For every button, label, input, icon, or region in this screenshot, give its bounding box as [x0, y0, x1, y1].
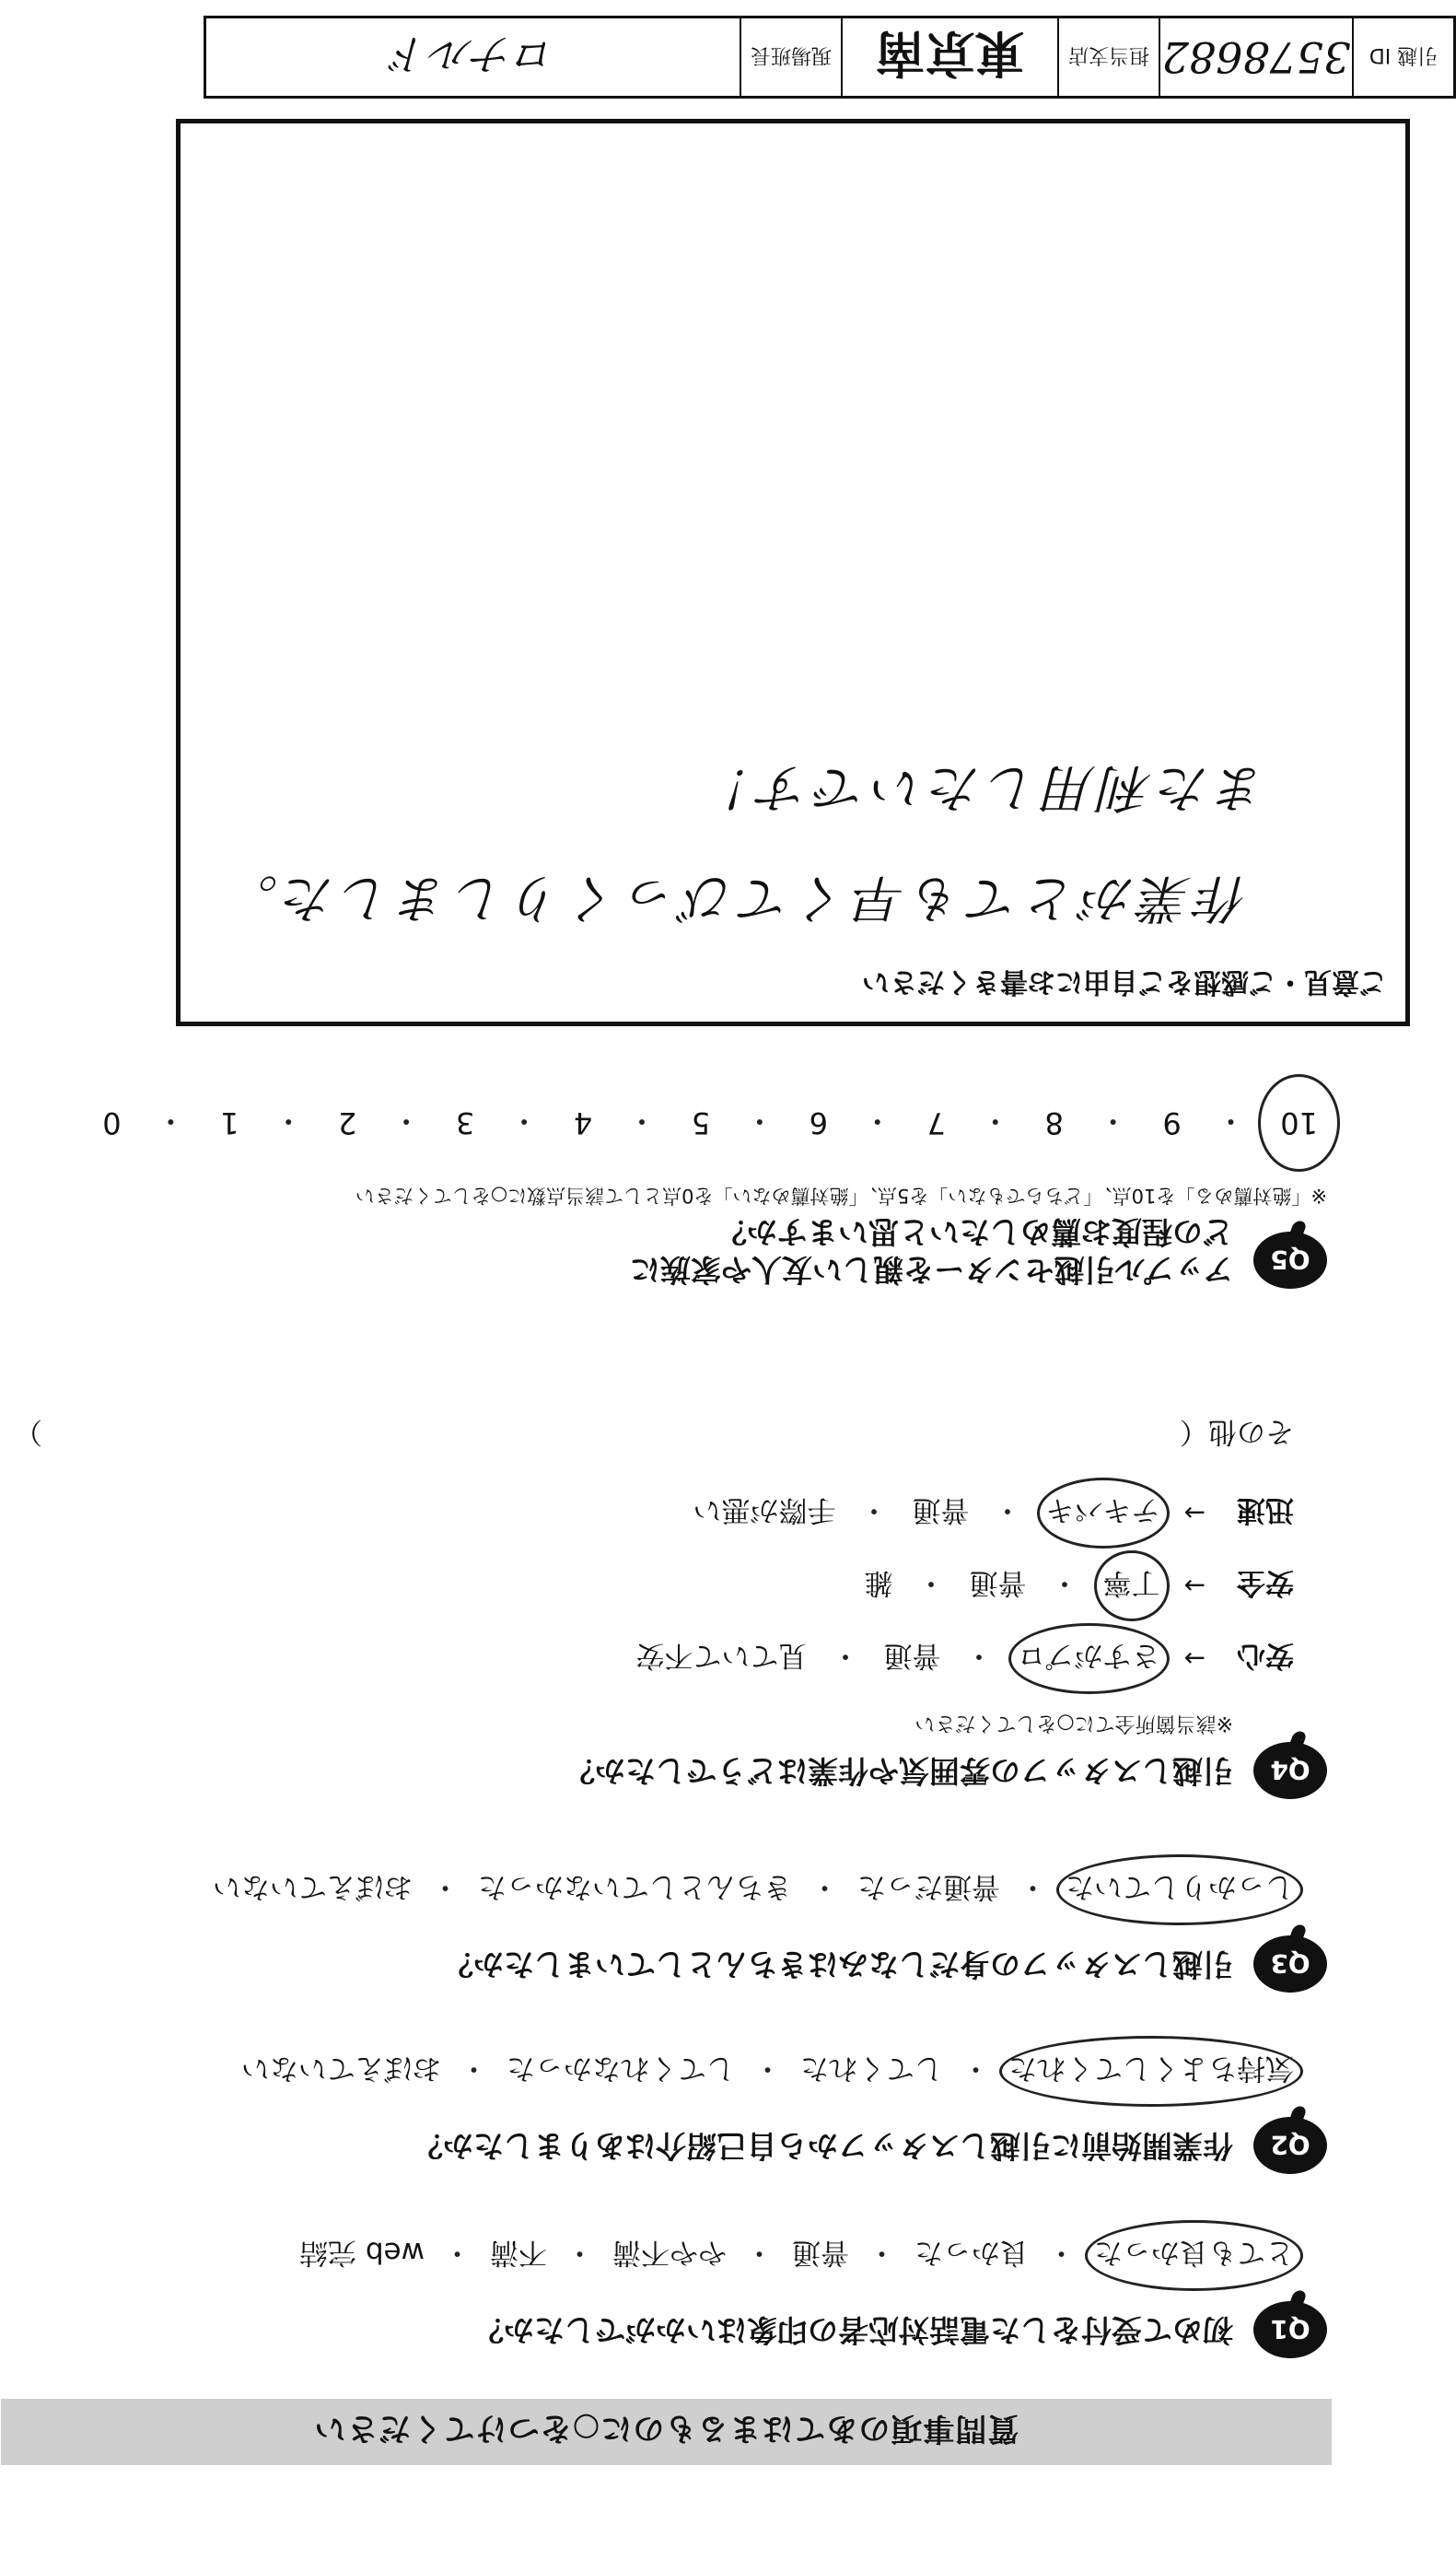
branch-label: 担当支店	[1057, 18, 1159, 96]
q3-text: 引越しスタッフの身だしなみはきちんとしていましたか？	[443, 1946, 1233, 1982]
q1-option[interactable]: 普通	[792, 2236, 849, 2269]
question-2	[38, 2051, 1327, 2175]
q2-option[interactable]: してくれなかった	[507, 2052, 735, 2085]
q2-option[interactable]: おぼえていない	[241, 2052, 441, 2085]
q4-row-anzen: 安全 → 丁寧 ・ 普通 ・ 雑	[38, 1565, 1294, 1607]
q4-option[interactable]: 雑	[864, 1566, 893, 1599]
q4-row-anshin: 安心 → さすがプロ ・ 普通 ・ 見ていて不安	[38, 1638, 1294, 1679]
q2-options: 気持ちよくしてくれた ・ してくれた ・ してくれなかった ・ おぼえていない	[38, 2051, 1294, 2092]
q3-option[interactable]: きちんとしていなかった	[478, 1870, 792, 1903]
q4-other-label: その他（	[1180, 1415, 1294, 1448]
q4-row-jinsoku: 迅速 → テキパキ ・ 普通 ・ 手際が悪い	[38, 1492, 1294, 1534]
scale-option[interactable]: 0	[102, 1105, 122, 1141]
q4-other-close: ）	[14, 1415, 42, 1448]
q1-options: とても良かった ・ 良かった ・ 普通 ・ やや不満 ・ 不満 ・ web 完結	[38, 2235, 1294, 2276]
question-5	[38, 1103, 1327, 1290]
question-1	[38, 2235, 1327, 2359]
q2-option-selected[interactable]: 気持ちよくしてくれた	[1008, 2051, 1294, 2092]
q1-option-selected[interactable]: とても良かった	[1094, 2235, 1294, 2276]
scale-option[interactable]: 8	[1044, 1105, 1064, 1141]
q5-text-line1: アップル引越センターを親しい友人や家族に	[629, 1252, 1233, 1288]
q4-text: 引越しスタッフの雰囲気や作業はどうでしたか？	[565, 1752, 1233, 1789]
scale-option[interactable]: 1	[220, 1105, 239, 1141]
q1-option[interactable]: 良かった	[914, 2236, 1029, 2269]
id-table	[204, 16, 1456, 99]
q3-option[interactable]: おぼえていない	[213, 1870, 413, 1903]
scale-option-selected[interactable]: 10	[1280, 1105, 1318, 1141]
q4-option[interactable]: 見ていて不安	[635, 1639, 808, 1672]
leader-label: 現場班長	[740, 18, 841, 96]
q4-option-selected[interactable]: 丁寧	[1103, 1565, 1160, 1607]
q4-option[interactable]: 手際が悪い	[693, 1493, 836, 1526]
q4-badge: Q4	[1253, 1742, 1327, 1799]
q4-option[interactable]: 普通	[969, 1566, 1027, 1599]
handwritten-comment-line2: また利用したいです！	[696, 757, 1267, 817]
q4-other	[14, 1414, 1294, 1455]
scale-option[interactable]: 6	[809, 1105, 829, 1141]
move-id-value: 3578682	[1159, 18, 1352, 96]
question-3	[38, 1869, 1327, 1993]
comment-label: ご意見・ご感想をご自由にお書きください	[862, 965, 1387, 998]
arrow-icon: →	[1183, 1498, 1206, 1528]
move-id-label: 引越 ID	[1352, 18, 1453, 96]
q3-option[interactable]: 普通だった	[857, 1870, 1000, 1903]
scale-option[interactable]: 2	[338, 1105, 357, 1141]
q1-option[interactable]: やや不満	[612, 2236, 727, 2269]
branch-value: 東京南	[841, 18, 1057, 96]
scale-option[interactable]: 5	[691, 1105, 711, 1141]
q2-badge: Q2	[1253, 2117, 1327, 2174]
q4-option[interactable]: 普通	[883, 1639, 941, 1672]
q5-text	[630, 1213, 1233, 1290]
q5-scale: 10 ・ 9 ・ 8 ・ 7 ・ 6 ・ 5 ・ 4 ・ 3 ・ 2 ・ 1 ・ 0	[102, 1104, 1318, 1141]
q1-badge: Q1	[1253, 2301, 1327, 2358]
q4-option-selected[interactable]: さすがプロ	[1018, 1638, 1160, 1679]
q4-row-label: 安全	[1237, 1566, 1294, 1599]
q4-option-selected[interactable]: テキパキ	[1046, 1492, 1160, 1534]
question-4	[14, 1414, 1327, 1800]
q3-options: しっかりしていた ・ 普通だった ・ きちんとしていなかった ・ おぼえていない	[38, 1869, 1294, 1911]
q5-badge: Q5	[1253, 1232, 1327, 1289]
q1-option[interactable]: web 完結	[299, 2236, 425, 2269]
instruction-band: 質問事項のあてはまるものに○をつけてください	[1, 2399, 1332, 2465]
q3-option-selected[interactable]: しっかりしていた	[1066, 1869, 1294, 1911]
q3-badge: Q3	[1253, 1935, 1327, 1993]
arrow-icon: →	[1183, 1643, 1206, 1674]
scale-option[interactable]: 3	[455, 1105, 475, 1141]
leader-value: ロナルド	[389, 29, 557, 79]
handwritten-comment-line1: 作業がとても早くてびっくりしました。	[221, 868, 1249, 928]
q2-text: 作業開始前に引越しスタッフから自己紹介はありましたか？	[413, 2127, 1233, 2164]
scale-option[interactable]: 7	[926, 1105, 946, 1141]
comment-box[interactable]	[176, 119, 1410, 1026]
q2-option[interactable]: してくれた	[800, 2052, 943, 2085]
q4-row-label: 迅速	[1237, 1493, 1294, 1526]
q5-note: ※「絶対薦める」を10点、「どちらでもない」を5点、「絶対薦めない」を0点として該当点数に○をしてください	[355, 1185, 1327, 1208]
scale-option[interactable]: 9	[1162, 1105, 1182, 1141]
q4-option[interactable]: 普通	[912, 1493, 970, 1526]
q5-text-line2: どの程度お薦めしたいと思いますか？	[716, 1213, 1233, 1250]
q1-text: 初めて受付をした電話対応者の印象はいかがでしたか？	[473, 2311, 1233, 2348]
arrow-icon: →	[1183, 1571, 1206, 1601]
q4-row-label: 安心	[1237, 1639, 1294, 1672]
scale-option[interactable]: 4	[573, 1105, 593, 1141]
q4-note: ※該当箇所全てに○をしてください	[914, 1712, 1233, 1735]
q1-option[interactable]: 不満	[490, 2236, 547, 2269]
